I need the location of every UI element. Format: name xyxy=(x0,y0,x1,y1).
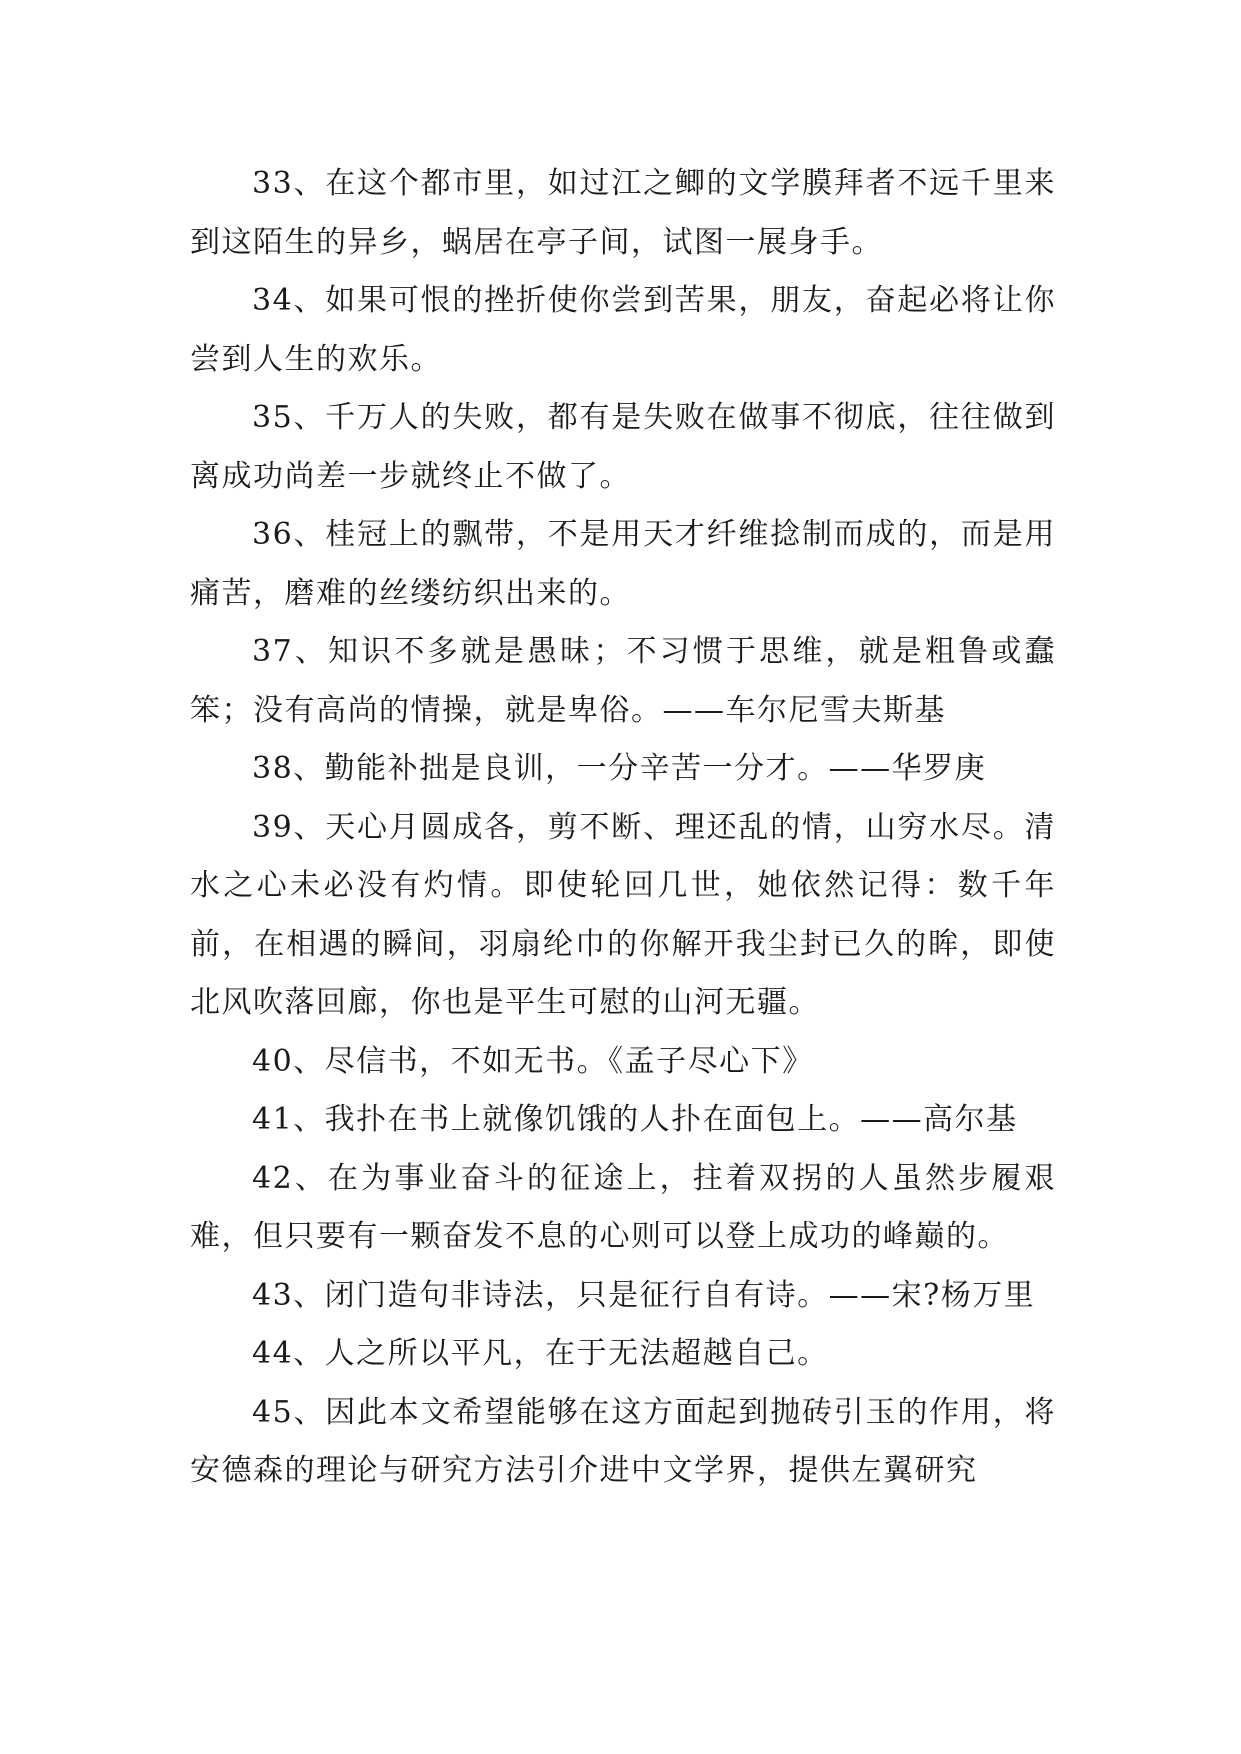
paragraph-37: 37、知识不多就是愚昧；不习惯于思维，就是粗鲁或蠢笨；没有高尚的情操，就是卑俗。——车尔尼雪夫斯基 xyxy=(190,634,1056,728)
document-body xyxy=(190,155,1056,1501)
paragraph-42: 42、在为事业奋斗的征途上，拄着双拐的人虽然步履艰难，但只要有一颗奋发不息的心则可以登上成功的峰巅的。 xyxy=(190,1160,1056,1254)
paragraph-41: 41、我扑在书上就像饥饿的人扑在面包上。——高尔基 xyxy=(252,1102,1018,1137)
paragraph-36: 36、桂冠上的飘带，不是用天才纤维捻制而成的，而是用痛苦，磨难的丝缕纺织出来的。 xyxy=(190,517,1056,611)
paragraph-40: 40、尽信书，不如无书。《孟子尽心下》 xyxy=(252,1043,814,1079)
paragraph-35: 35、千万人的失败，都有是失败在做事不彻底，往往做到离成功尚差一步就终止不做了。 xyxy=(190,400,1056,494)
paragraph-44: 44、人之所以平凡，在于无法超越自己。 xyxy=(252,1336,829,1371)
paragraph-43: 43、闭门造句非诗法，只是征行自有诗。——宋?杨万里 xyxy=(252,1277,1036,1313)
paragraph-34: 34、如果可恨的挫折使你尝到苦果，朋友，奋起必将让你尝到人生的欢乐。 xyxy=(190,283,1056,377)
paragraph-38: 38、勤能补拙是良训，一分辛苦一分才。——华罗庚 xyxy=(252,751,987,786)
paragraph-39: 39、天心月圆成各，剪不断、理还乱的情，山穷水尽。清水之心未必没有灼情。即使轮回几世，她依然记得：数千年前，在相遇的瞬间，羽扇纶巾的你解开我尘封已久的眸，即使北风吹落回廊，你也是平生可慰的山河无疆。 xyxy=(190,809,1056,1020)
paragraph-45: 45、因此本文希望能够在这方面起到抛砖引玉的作用，将安德森的理论与研究方法引介进中文学界，提供左翼研究 xyxy=(190,1394,1056,1488)
paragraph-33: 33、在这个都市里，如过江之鲫的文学膜拜者不远千里来到这陌生的异乡，蜗居在亭子间，试图一展身手。 xyxy=(190,166,1056,260)
